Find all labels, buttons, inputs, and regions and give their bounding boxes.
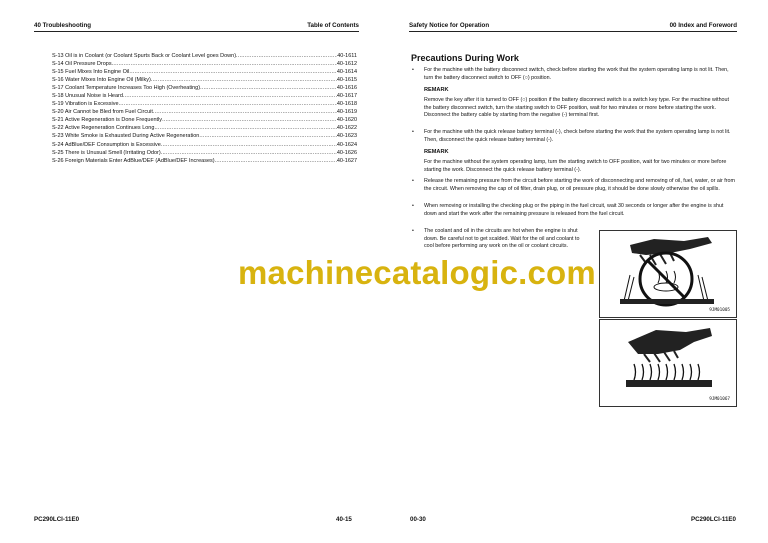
toc-leader-dots [119, 100, 337, 108]
bullet-item-fuel-circuit [412, 203, 736, 218]
bullet-symbol: • [412, 228, 414, 234]
toc-entry-page: 40-1612 [336, 61, 357, 68]
remark-label: REMARK [424, 87, 449, 93]
toc-entry-title: S-14 Oil Pressure Drops [52, 61, 112, 68]
watermark: machinecatalogic.com [238, 254, 596, 291]
toc-leader-dots [161, 149, 337, 157]
toc-entry-title: S-15 Fuel Mixes Into Engine Oil [52, 69, 130, 76]
section-title: Precautions During Work [411, 53, 519, 63]
toc-entry[interactable] [52, 132, 357, 140]
toc-entry-title: S-21 Active Regeneration is Done Frequently [52, 117, 163, 124]
toc-entry[interactable] [52, 92, 357, 100]
left-header-chapter: 40 Troubleshooting [34, 22, 92, 29]
toc-entry-page: 40-1624 [336, 141, 357, 148]
toc-entry-title: S-19 Vibration is Excessive [52, 101, 119, 108]
toc-entry[interactable] [52, 108, 357, 116]
figure-hot-surface-warning [599, 319, 737, 407]
toc-entry[interactable] [52, 52, 357, 60]
toc-leader-dots [199, 132, 336, 140]
toc-entry-title: S-26 Foreign Materials Enter AdBlue/DEF (AdBlue/DEF Increases) [52, 157, 215, 164]
toc-entry-page: 40-1619 [336, 109, 357, 116]
bullet-symbol: • [412, 129, 414, 135]
toc-entry[interactable] [52, 68, 357, 76]
toc-leader-dots [154, 124, 336, 132]
toc-leader-dots [112, 60, 337, 68]
toc-leader-dots [200, 84, 337, 92]
hot-surface-illustration [600, 320, 736, 406]
figure-code: 9JM01005 [709, 308, 730, 313]
toc-entry-page: 40-1627 [336, 157, 357, 164]
toc-entry[interactable] [52, 60, 357, 68]
toc-entry[interactable] [52, 124, 357, 132]
right-header-rule [409, 31, 737, 32]
toc-entry-page: 40-1623 [336, 133, 357, 140]
toc-entry[interactable] [52, 141, 357, 149]
left-footer-page-number: 40-15 [336, 516, 352, 523]
toc-leader-dots [129, 68, 336, 76]
toc-entry-page: 40-1615 [336, 77, 357, 84]
bullet-text: For the machine with the quick release battery terminal (-), check before starting the work that the system operating lamp is not lit. Then, disconnect the quick release battery terminal (-). [424, 129, 731, 143]
toc-leader-dots [236, 52, 337, 60]
right-footer-page-number: 00-30 [410, 516, 426, 523]
toc-entry-page: 40-1617 [336, 93, 357, 100]
right-footer-model: PC290LCI-11E0 [690, 516, 736, 523]
left-header-rule [34, 31, 359, 32]
bullet-text: Release the remaining pressure from the circuit before starting the work of disconnecting and removing of oil, fuel, water, or air from the circuit. When removing the cap of oil filter, drain plug, or oil pressure plug, it should be done slowly otherwise the oil spills. [424, 178, 735, 192]
toc-entry-page: 40-1620 [336, 117, 357, 124]
toc-entry-title: S-23 White Smoke is Exhausted During Active Regeneration [52, 133, 200, 140]
toc-entry-title: S-24 AdBlue/DEF Consumption is Excessive [52, 141, 161, 148]
toc-leader-dots [162, 116, 337, 124]
remark-label: REMARK [424, 149, 449, 155]
toc-entry-title: S-18 Unusual Noise is Heard [52, 93, 123, 100]
toc-leader-dots [215, 157, 337, 165]
bullet-text: When removing or installing the checking plug or the piping in the fuel circuit, wait 30 seconds or longer after the engine is shut down and start the work after the remaining pressure is released from the fuel circuit. [424, 203, 724, 217]
bullet-text: For the machine with the battery disconnect switch, check before starting the work that the system operating lamp is not lit. Then, turn the battery disconnect switch to OFF (○) position. [424, 67, 729, 81]
toc-leader-dots [153, 108, 337, 116]
toc-entry-title: S-20 Air Cannot be Bled from Fuel Circuit [52, 109, 153, 116]
toc-entry[interactable] [52, 149, 357, 157]
toc-entry-page: 40-1614 [336, 69, 357, 76]
toc-entry[interactable] [52, 76, 357, 84]
toc-entry-title: S-13 Oil is in Coolant (or Coolant Spurts Back or Coolant Level goes Down) [52, 53, 237, 59]
bullet-symbol: • [412, 203, 414, 209]
scald-prohibition-illustration [600, 231, 736, 317]
table-of-contents [52, 52, 357, 165]
left-footer-model: PC290LCI-11E0 [34, 516, 80, 523]
toc-entry-page: 40-1611 [337, 53, 357, 59]
figure-code: 9JM01067 [709, 397, 730, 402]
right-header-section: Safety Notice for Operation [409, 22, 490, 29]
bullet-item-release-pressure [412, 178, 736, 193]
remark-text: Remove the key after it is turned to OFF (○) position if the battery disconnect switch is a switch key type. For the machine without the battery disconnect switch, turn the starting switch to OFF position, wait for two minutes or more before starting the work. Disconnect the battery cable by starting from the negative (-) terminal first. [424, 97, 729, 119]
toc-leader-dots [123, 92, 337, 100]
right-header-chapter: 00 Index and Foreword [669, 22, 737, 29]
toc-entry-title: S-16 Water Mixes Into Engine Oil (Milky) [52, 77, 151, 84]
toc-entry-title: S-25 There is Unusual Smell (Irritating Odor) [52, 149, 161, 156]
toc-entry-page: 40-1616 [336, 85, 357, 92]
bullet-item-hot-coolant [412, 228, 590, 251]
toc-leader-dots [151, 76, 337, 84]
toc-entry[interactable] [52, 84, 357, 92]
toc-entry-page: 40-1626 [336, 149, 357, 156]
toc-entry-page: 40-1622 [336, 125, 357, 132]
left-header-section: Table of Contents [307, 22, 359, 29]
bullet-text: The coolant and oil in the circuits are hot when the engine is shut down. Be careful not to get scalded. Wait for the oil and coolant to cool before performing any work on the oil or coolant circuits. [424, 228, 580, 250]
bullet-item-quick-release [412, 129, 736, 144]
bullet-symbol: • [412, 67, 414, 73]
toc-leader-dots [161, 141, 337, 149]
toc-entry-title: S-22 Active Regeneration Continues Long [52, 125, 155, 132]
toc-entry[interactable] [52, 157, 357, 165]
remark-text: For the machine without the system operating lamp, turn the starting switch to OFF position, wait for two minutes or more before starting the work. Disconnect the quick release battery terminal (-). [424, 159, 727, 173]
toc-entry-page: 40-1618 [336, 101, 357, 108]
bullet-item-battery-switch [412, 67, 736, 82]
bullet-symbol: • [412, 178, 414, 184]
toc-entry-title: S-17 Coolant Temperature Increases Too High (Overheating) [52, 85, 201, 92]
toc-entry[interactable] [52, 100, 357, 108]
figure-hot-coolant-warning [599, 230, 737, 318]
toc-entry[interactable] [52, 116, 357, 124]
